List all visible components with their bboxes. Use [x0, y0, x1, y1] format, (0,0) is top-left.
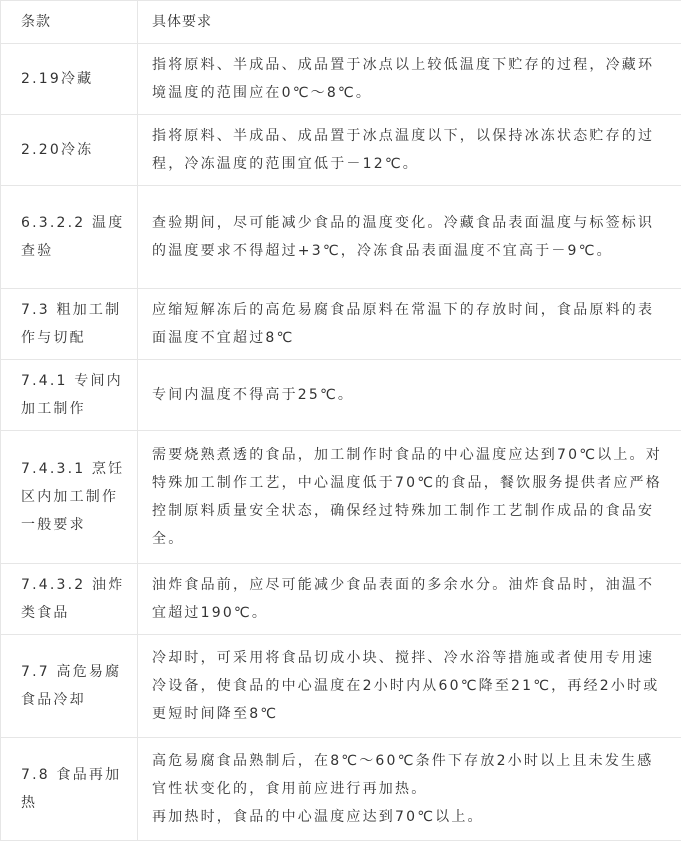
- clause-cell: 7.4.3.1 烹饪区内加工制作 一般要求: [1, 431, 138, 564]
- table-row: [1, 115, 681, 186]
- table-row: [1, 635, 681, 738]
- header-requirement: 具体要求: [138, 1, 681, 44]
- table-row: [1, 289, 681, 360]
- table-row: [1, 431, 681, 564]
- requirement-cell: 需要烧熟煮透的食品，加工制作时食品的中心温度应达到70℃以上。对特殊加工制作工艺，中心温度低于70℃的食品，餐饮服务提供者应严格控制原料质量安全状态，确保经过特殊加工制作工艺制作成品的食品安全。: [138, 431, 681, 564]
- table-row: [1, 738, 681, 841]
- header-clause: 条款: [1, 1, 138, 44]
- table-row: [1, 44, 681, 115]
- requirement-cell: 油炸食品前，应尽可能减少食品表面的多余水分。油炸食品时，油温不宜超过190℃。: [138, 564, 681, 635]
- table-row: [1, 564, 681, 635]
- requirement-cell: 冷却时，可采用将食品切成小块、搅拌、冷水浴等措施或者使用专用速冷设备，使食品的中心温度在2小时内从60℃降至21℃，再经2小时或更短时间降至8℃: [138, 635, 681, 738]
- requirement-cell: 查验期间，尽可能减少食品的温度变化。冷藏食品表面温度与标签标识的温度要求不得超过+3℃，冷冻食品表面温度不宜高于－9℃。: [138, 186, 681, 289]
- clause-cell: 7.4.3.2 油炸类食品: [1, 564, 138, 635]
- clause-cell: 7.8 食品再加热: [1, 738, 138, 841]
- table-row: [1, 360, 681, 431]
- table-header-row: [1, 1, 681, 44]
- clause-cell: 7.3 粗加工制作与切配: [1, 289, 138, 360]
- clause-cell: 6.3.2.2 温度查验: [1, 186, 138, 289]
- requirement-cell: 应缩短解冻后的高危易腐食品原料在常温下的存放时间，食品原料的表面温度不宜超过8℃: [138, 289, 681, 360]
- table-row: [1, 186, 681, 289]
- requirement-cell: 指将原料、半成品、成品置于冰点温度以下，以保持冰冻状态贮存的过程，冷冻温度的范围宜低于－12℃。: [138, 115, 681, 186]
- requirement-cell: 指将原料、半成品、成品置于冰点以上较低温度下贮存的过程，冷藏环境温度的范围应在0℃～8℃。: [138, 44, 681, 115]
- clause-cell: 7.4.1 专间内加工制作: [1, 360, 138, 431]
- requirement-cell: 专间内温度不得高于25℃。: [138, 360, 681, 431]
- clause-cell: 7.7 高危易腐食品冷却: [1, 635, 138, 738]
- requirement-cell: 高危易腐食品熟制后，在8℃～60℃条件下存放2小时以上且未发生感官性状变化的，食用前应进行再加热。 再加热时，食品的中心温度应达到70℃以上。: [138, 738, 681, 841]
- clause-cell: 2.20冷冻: [1, 115, 138, 186]
- clause-cell: 2.19冷藏: [1, 44, 138, 115]
